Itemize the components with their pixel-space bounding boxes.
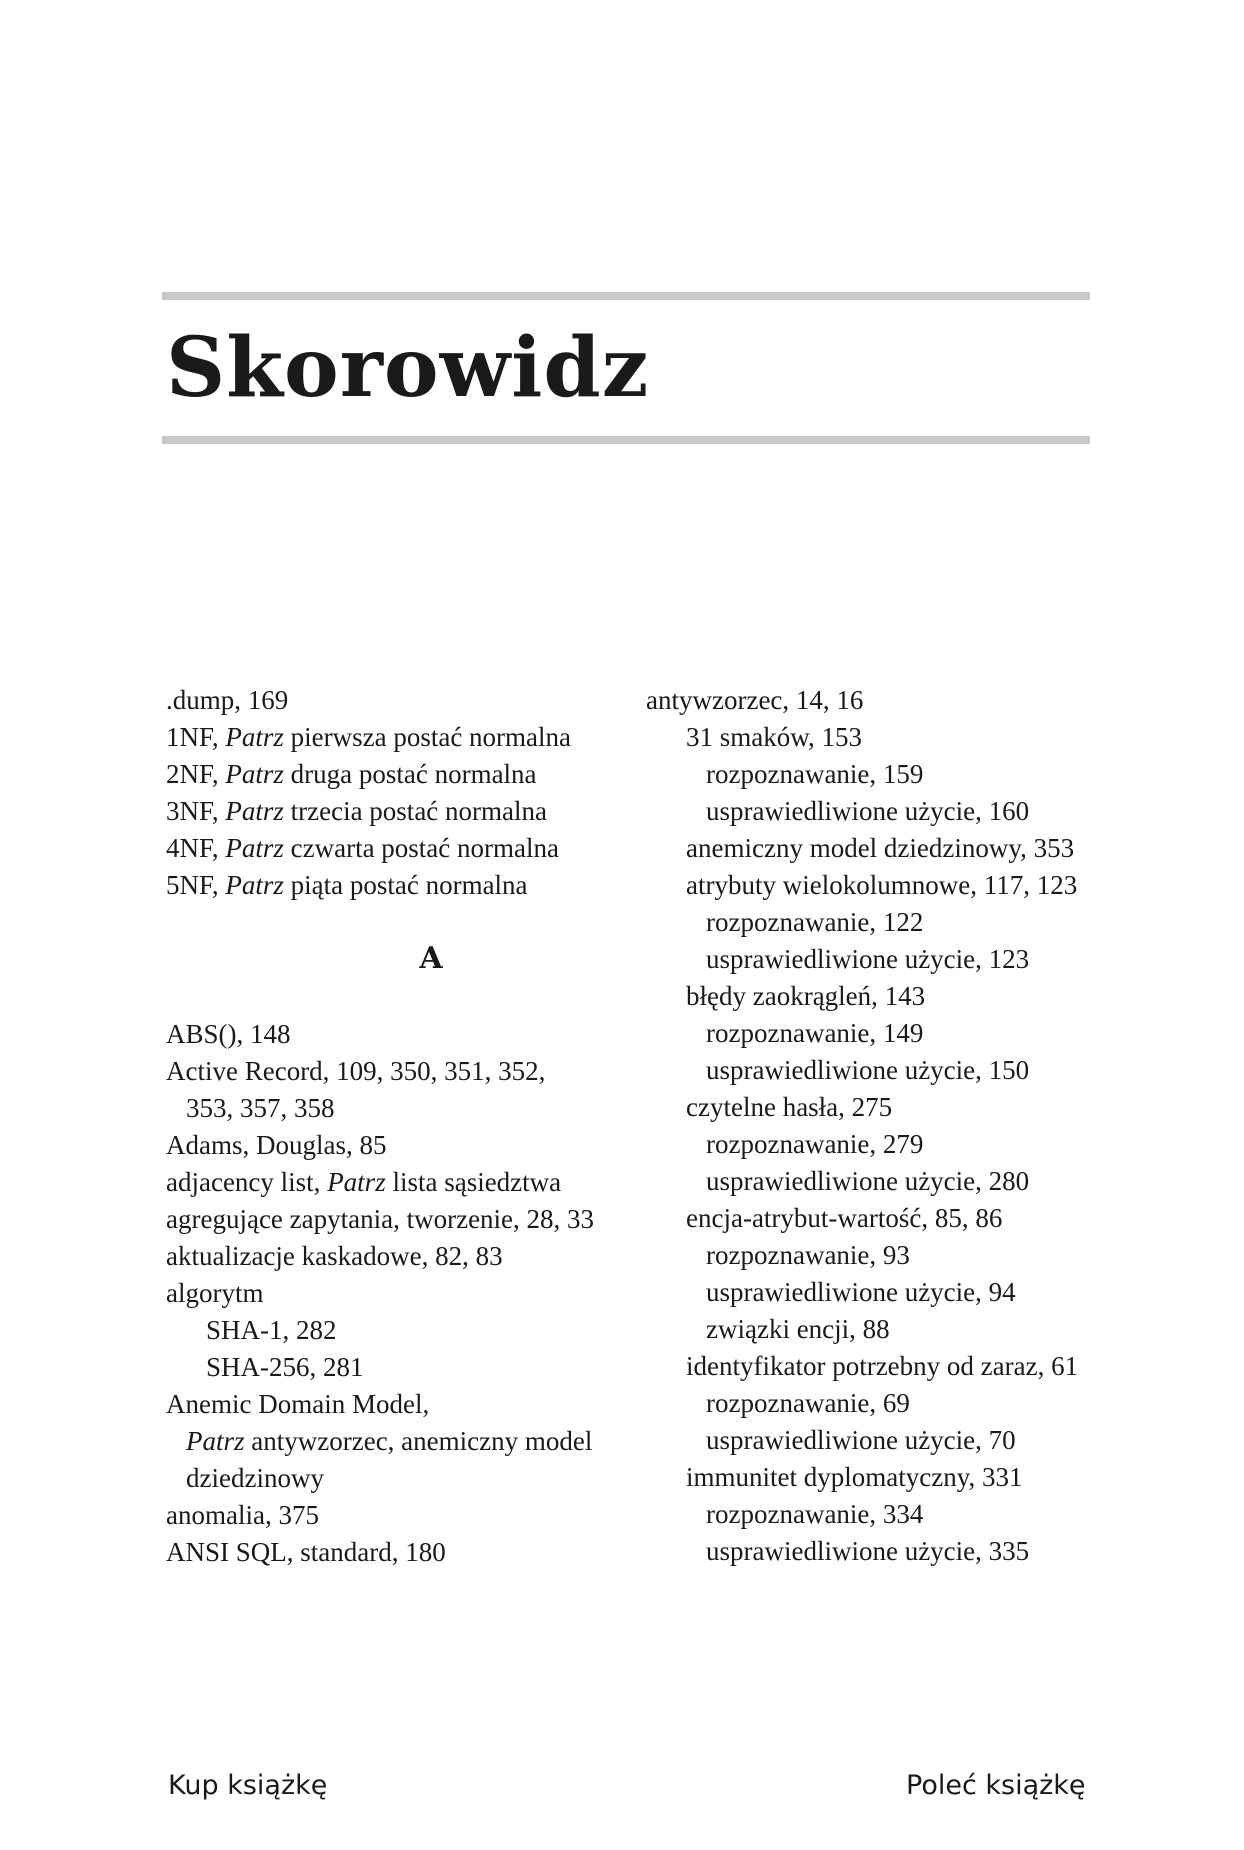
index-entry: usprawiedliwione użycie, 280 <box>706 1166 1030 1196</box>
index-entry: rozpoznawanie, 334 <box>706 1499 924 1529</box>
entry-term: 3NF, <box>166 796 226 826</box>
index-entry: SHA-1, 282 <box>206 1315 337 1345</box>
index-entry: ANSI SQL, standard, 180 <box>166 1537 446 1567</box>
entry-target: lista sąsiedztwa <box>385 1167 562 1197</box>
index-entry: Adams, Douglas, 85 <box>166 1130 387 1160</box>
index-entry: ABS(), 148 <box>166 1019 291 1049</box>
see-reference: Patrz <box>225 722 284 752</box>
entry-target: druga postać normalna <box>283 759 537 789</box>
section-letter: A <box>419 941 443 976</box>
see-reference: Patrz <box>225 796 284 826</box>
index-entry: czytelne hasła, 275 <box>686 1092 893 1122</box>
index-group-symbols <box>166 682 636 904</box>
index-entry: encja-atrybut-wartość, 85, 86 <box>686 1203 1003 1233</box>
index-entry: 31 smaków, 153 <box>686 722 862 752</box>
entry-target: pierwsza postać normalna <box>283 722 572 752</box>
index-column-left <box>166 682 636 1571</box>
index-entry: anemiczny model dziedzinowy, 353 <box>686 833 1075 863</box>
entry-term: 4NF, <box>166 833 226 863</box>
entry-target: piąta postać normalna <box>283 870 528 900</box>
index-entry: rozpoznawanie, 279 <box>706 1129 924 1159</box>
index-entry: rozpoznawanie, 159 <box>706 759 924 789</box>
index-entry <box>166 867 636 904</box>
recommend-book-link[interactable]: Poleć książkę <box>906 1770 1086 1801</box>
index-entry: usprawiedliwione użycie, 70 <box>706 1425 1016 1455</box>
index-entry: SHA-256, 281 <box>206 1352 364 1382</box>
title-rule-bottom <box>162 436 1090 444</box>
buy-book-link[interactable]: Kup książkę <box>168 1770 328 1801</box>
index-entry <box>166 793 636 830</box>
index-entry: rozpoznawanie, 149 <box>706 1018 924 1048</box>
entry-term: 2NF, <box>166 759 226 789</box>
index-group-a-left <box>166 1016 636 1571</box>
entry-target: antywzorzec, anemiczny model <box>244 1426 593 1456</box>
index-entry: .dump, 169 <box>166 685 289 715</box>
see-reference: Patrz <box>186 1426 245 1456</box>
index-entry: usprawiedliwione użycie, 335 <box>706 1536 1030 1566</box>
index-entry: Anemic Domain Model, <box>166 1389 430 1419</box>
index-entry: związki encji, 88 <box>706 1314 890 1344</box>
page-title: Skorowidz <box>166 320 650 416</box>
index-entry: rozpoznawanie, 93 <box>706 1240 910 1270</box>
index-entry: immunitet dyplomatyczny, 331 <box>686 1462 1023 1492</box>
index-entry: usprawiedliwione użycie, 160 <box>706 796 1030 826</box>
index-entry: aktualizacje kaskadowe, 82, 83 <box>166 1241 503 1271</box>
index-group-a-right <box>646 682 1106 1570</box>
index-entry: algorytm <box>166 1278 264 1308</box>
index-column-right <box>646 682 1106 1570</box>
entry-term: adjacency list, <box>166 1167 328 1197</box>
index-entry: rozpoznawanie, 122 <box>706 907 924 937</box>
see-reference: Patrz <box>327 1167 386 1197</box>
entry-term: 1NF, <box>166 722 226 752</box>
entry-target: trzecia postać normalna <box>283 796 547 826</box>
index-entry <box>166 830 636 867</box>
see-reference: Patrz <box>225 759 284 789</box>
see-reference: Patrz <box>225 870 284 900</box>
index-entry: rozpoznawanie, 69 <box>706 1388 910 1418</box>
index-entry: usprawiedliwione użycie, 123 <box>706 944 1030 974</box>
index-entry: agregujące zapytania, tworzenie, 28, 33 <box>166 1204 595 1234</box>
index-entry: błędy zaokrągleń, 143 <box>686 981 926 1011</box>
index-entry: Active Record, 109, 350, 351, 352, <box>166 1056 546 1086</box>
index-entry: usprawiedliwione użycie, 150 <box>706 1055 1030 1085</box>
see-reference: Patrz <box>225 833 284 863</box>
index-entry <box>166 719 636 756</box>
index-entry <box>166 1423 636 1460</box>
index-entry: dziedzinowy <box>186 1463 324 1493</box>
entry-term: 5NF, <box>166 870 226 900</box>
index-entry: usprawiedliwione użycie, 94 <box>706 1277 1016 1307</box>
index-entry <box>166 1164 636 1201</box>
index-entry: 353, 357, 358 <box>186 1093 335 1123</box>
index-entry: atrybuty wielokolumnowe, 117, 123 <box>686 870 1078 900</box>
index-entry: identyfikator potrzebny od zaraz, 61 <box>686 1351 1079 1381</box>
index-entry: anomalia, 375 <box>166 1500 319 1530</box>
entry-target: czwarta postać normalna <box>283 833 559 863</box>
title-rule-top <box>162 292 1090 300</box>
index-entry: antywzorzec, 14, 16 <box>646 685 864 715</box>
index-entry <box>166 756 636 793</box>
